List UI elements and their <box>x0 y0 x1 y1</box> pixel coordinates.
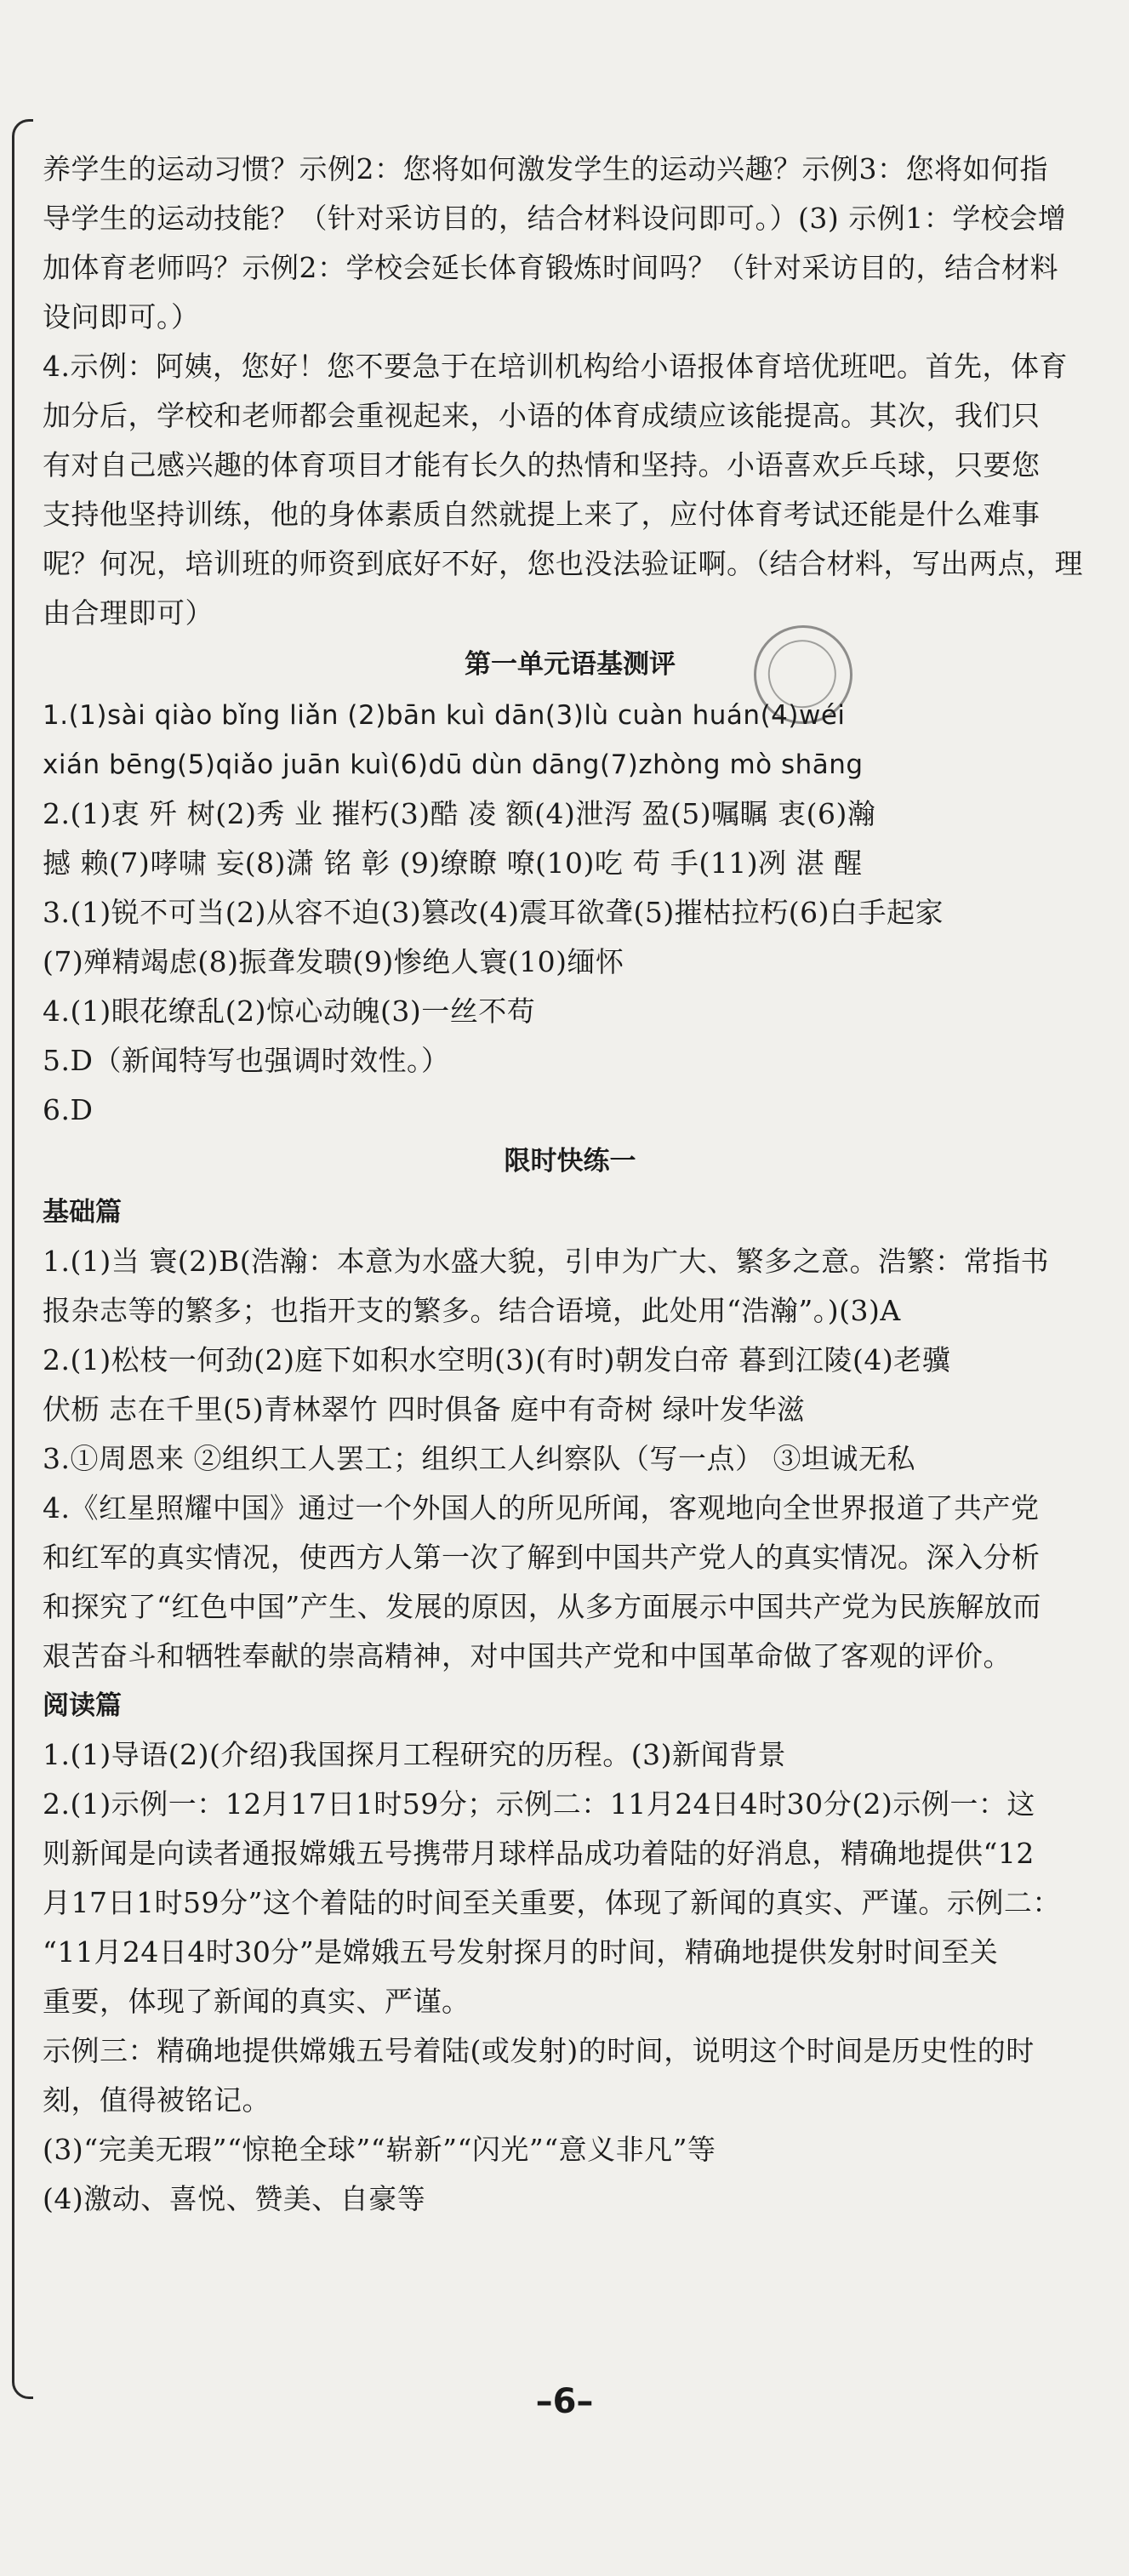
text-line: xián bēng(5)qiǎo juān kuì(6)dū dùn dāng(7)zhòng mò shāng <box>43 749 864 780</box>
text-line: 和红军的真实情况，使西方人第一次了解到中国共产党人的真实情况。深入分析 <box>43 1541 1041 1574</box>
text-line: 养学生的运动习惯？示例2：您将如何激发学生的运动兴趣？示例3：您将如何指 <box>43 152 1048 185</box>
text-line: 2.(1)示例一：12月17日1时59分；示例二：11月24日4时30分(2)示例一：这 <box>43 1787 1035 1821</box>
text-line: 重要，体现了新闻的真实、严谨。 <box>43 1985 470 2018</box>
text-line: 示例三：精确地提供嫦娥五号着陆(或发射)的时间，说明这个时间是历史性的时 <box>43 2034 1035 2067</box>
text-line: 2.(1)松枝一何劲(2)庭下如积水空明(3)(有时)朝发白帝 暮到江陵(4)老骥 <box>43 1343 951 1376</box>
text-line: 加体育老师吗？示例2：学校会延长体育锻炼时间吗？（针对采访目的，结合材料 <box>43 251 1058 284</box>
text-line: 由合理即可） <box>43 596 214 630</box>
text-line: 报杂志等的繁多；也指开支的繁多。结合语境，此处用“浩瀚”。)(3)A <box>43 1294 901 1327</box>
text-line: “11月24日4时30分”是嫦娥五号发射探月的时间，精确地提供发射时间至关 <box>43 1935 999 1969</box>
section-title: 限时快练一 <box>504 1146 636 1177</box>
text-line: 4.《红星照耀中国》通过一个外国人的所见所闻，客观地向全世界报道了共产党 <box>43 1491 1040 1525</box>
text-line: 加分后，学校和老师都会重视起来，小语的体育成绩应该能提高。其次，我们只 <box>43 399 1041 432</box>
section-title: 第一单元语基测评 <box>465 649 676 680</box>
subsection-title: 阅读篇 <box>43 1690 122 1721</box>
answer-content <box>43 145 1098 2224</box>
text-line: 设问即可。） <box>43 300 200 333</box>
margin-bracket <box>12 136 14 2382</box>
text-line: 则新闻是向读者通报嫦娥五号携带月球样品成功着陆的好消息，精确地提供“12 <box>43 1837 1035 1870</box>
text-line: 呢？何况，培训班的师资到底好不好，您也没法验证啊。（结合材料，写出两点，理 <box>43 547 1083 580</box>
text-line: 撼 赖(7)哮啸 妄(8)潇 铭 彰 (9)缭瞭 嘹(10)吃 苟 手(11)冽 湛 醒 <box>43 846 863 880</box>
text-line: 3.①周恩来 ②组织工人罢工；组织工人纠察队（写一点） ③坦诚无私 <box>43 1442 915 1475</box>
text-line: (4)激动、喜悦、赞美、自豪等 <box>43 2182 426 2215</box>
text-line: 支持他坚持训练，他的身体素质自然就提上来了，应付体育考试还能是什么难事 <box>43 498 1041 531</box>
text-line: 6.D <box>43 1093 94 1126</box>
page-number: –6– <box>535 2382 594 2421</box>
text-line: 4.示例：阿姨，您好！您不要急于在培训机构给小语报体育培优班吧。首先，体育 <box>43 350 1068 383</box>
text-line: 5.D（新闻特写也强调时效性。） <box>43 1044 450 1077</box>
text-line: 1.(1)导语(2)(介绍)我国探月工程研究的历程。(3)新闻背景 <box>43 1738 786 1771</box>
text-line: 月17日1时59分”这个着陆的时间至关重要，体现了新闻的真实、严谨。示例二： <box>43 1886 1061 1919</box>
text-line: 伏枥 志在千里(5)青林翠竹 四时俱备 庭中有奇树 绿叶发华滋 <box>43 1393 806 1426</box>
text-line: (3)“完美无瑕”“惊艳全球”“崭新”“闪光”“意义非凡”等 <box>43 2133 716 2166</box>
text-line: 3.(1)锐不可当(2)从容不迫(3)篡改(4)震耳欲聋(5)摧枯拉朽(6)白手起家 <box>43 896 944 929</box>
text-line: 刻，值得被铭记。 <box>43 2083 271 2117</box>
text-line: 2.(1)衷 歼 树(2)秀 业 摧朽(3)酷 凌 额(4)泄泻 盈(5)嘱瞩 衷(6)瀚 <box>43 797 876 830</box>
text-line: 艰苦奋斗和牺牲奉献的崇高精神，对中国共产党和中国革命做了客观的评价。 <box>43 1639 1012 1673</box>
text-line: 导学生的运动技能？（针对采访目的，结合材料设问即可。）(3) 示例1：学校会增 <box>43 202 1067 235</box>
text-line: 和探究了“红色中国”产生、发展的原因，从多方面展示中国共产党为民族解放而 <box>43 1590 1041 1623</box>
text-line: 有对自己感兴趣的体育项目才能有长久的热情和坚持。小语喜欢乒乓球，只要您 <box>43 448 1041 482</box>
text-line: 4.(1)眼花缭乱(2)惊心动魄(3)一丝不苟 <box>43 994 536 1028</box>
text-line: (7)殚精竭虑(8)振聋发聩(9)惨绝人寰(10)缅怀 <box>43 945 624 978</box>
text-line: 1.(1)当 寰(2)B(浩瀚：本意为水盛大貌，引申为广大、繁多之意。浩繁：常指书 <box>43 1245 1050 1278</box>
subsection-title: 基础篇 <box>43 1197 122 1228</box>
text-line: 1.(1)sài qiào bǐng liǎn (2)bān kuì dān(3)lù cuàn huán(4)wéi <box>43 700 846 731</box>
